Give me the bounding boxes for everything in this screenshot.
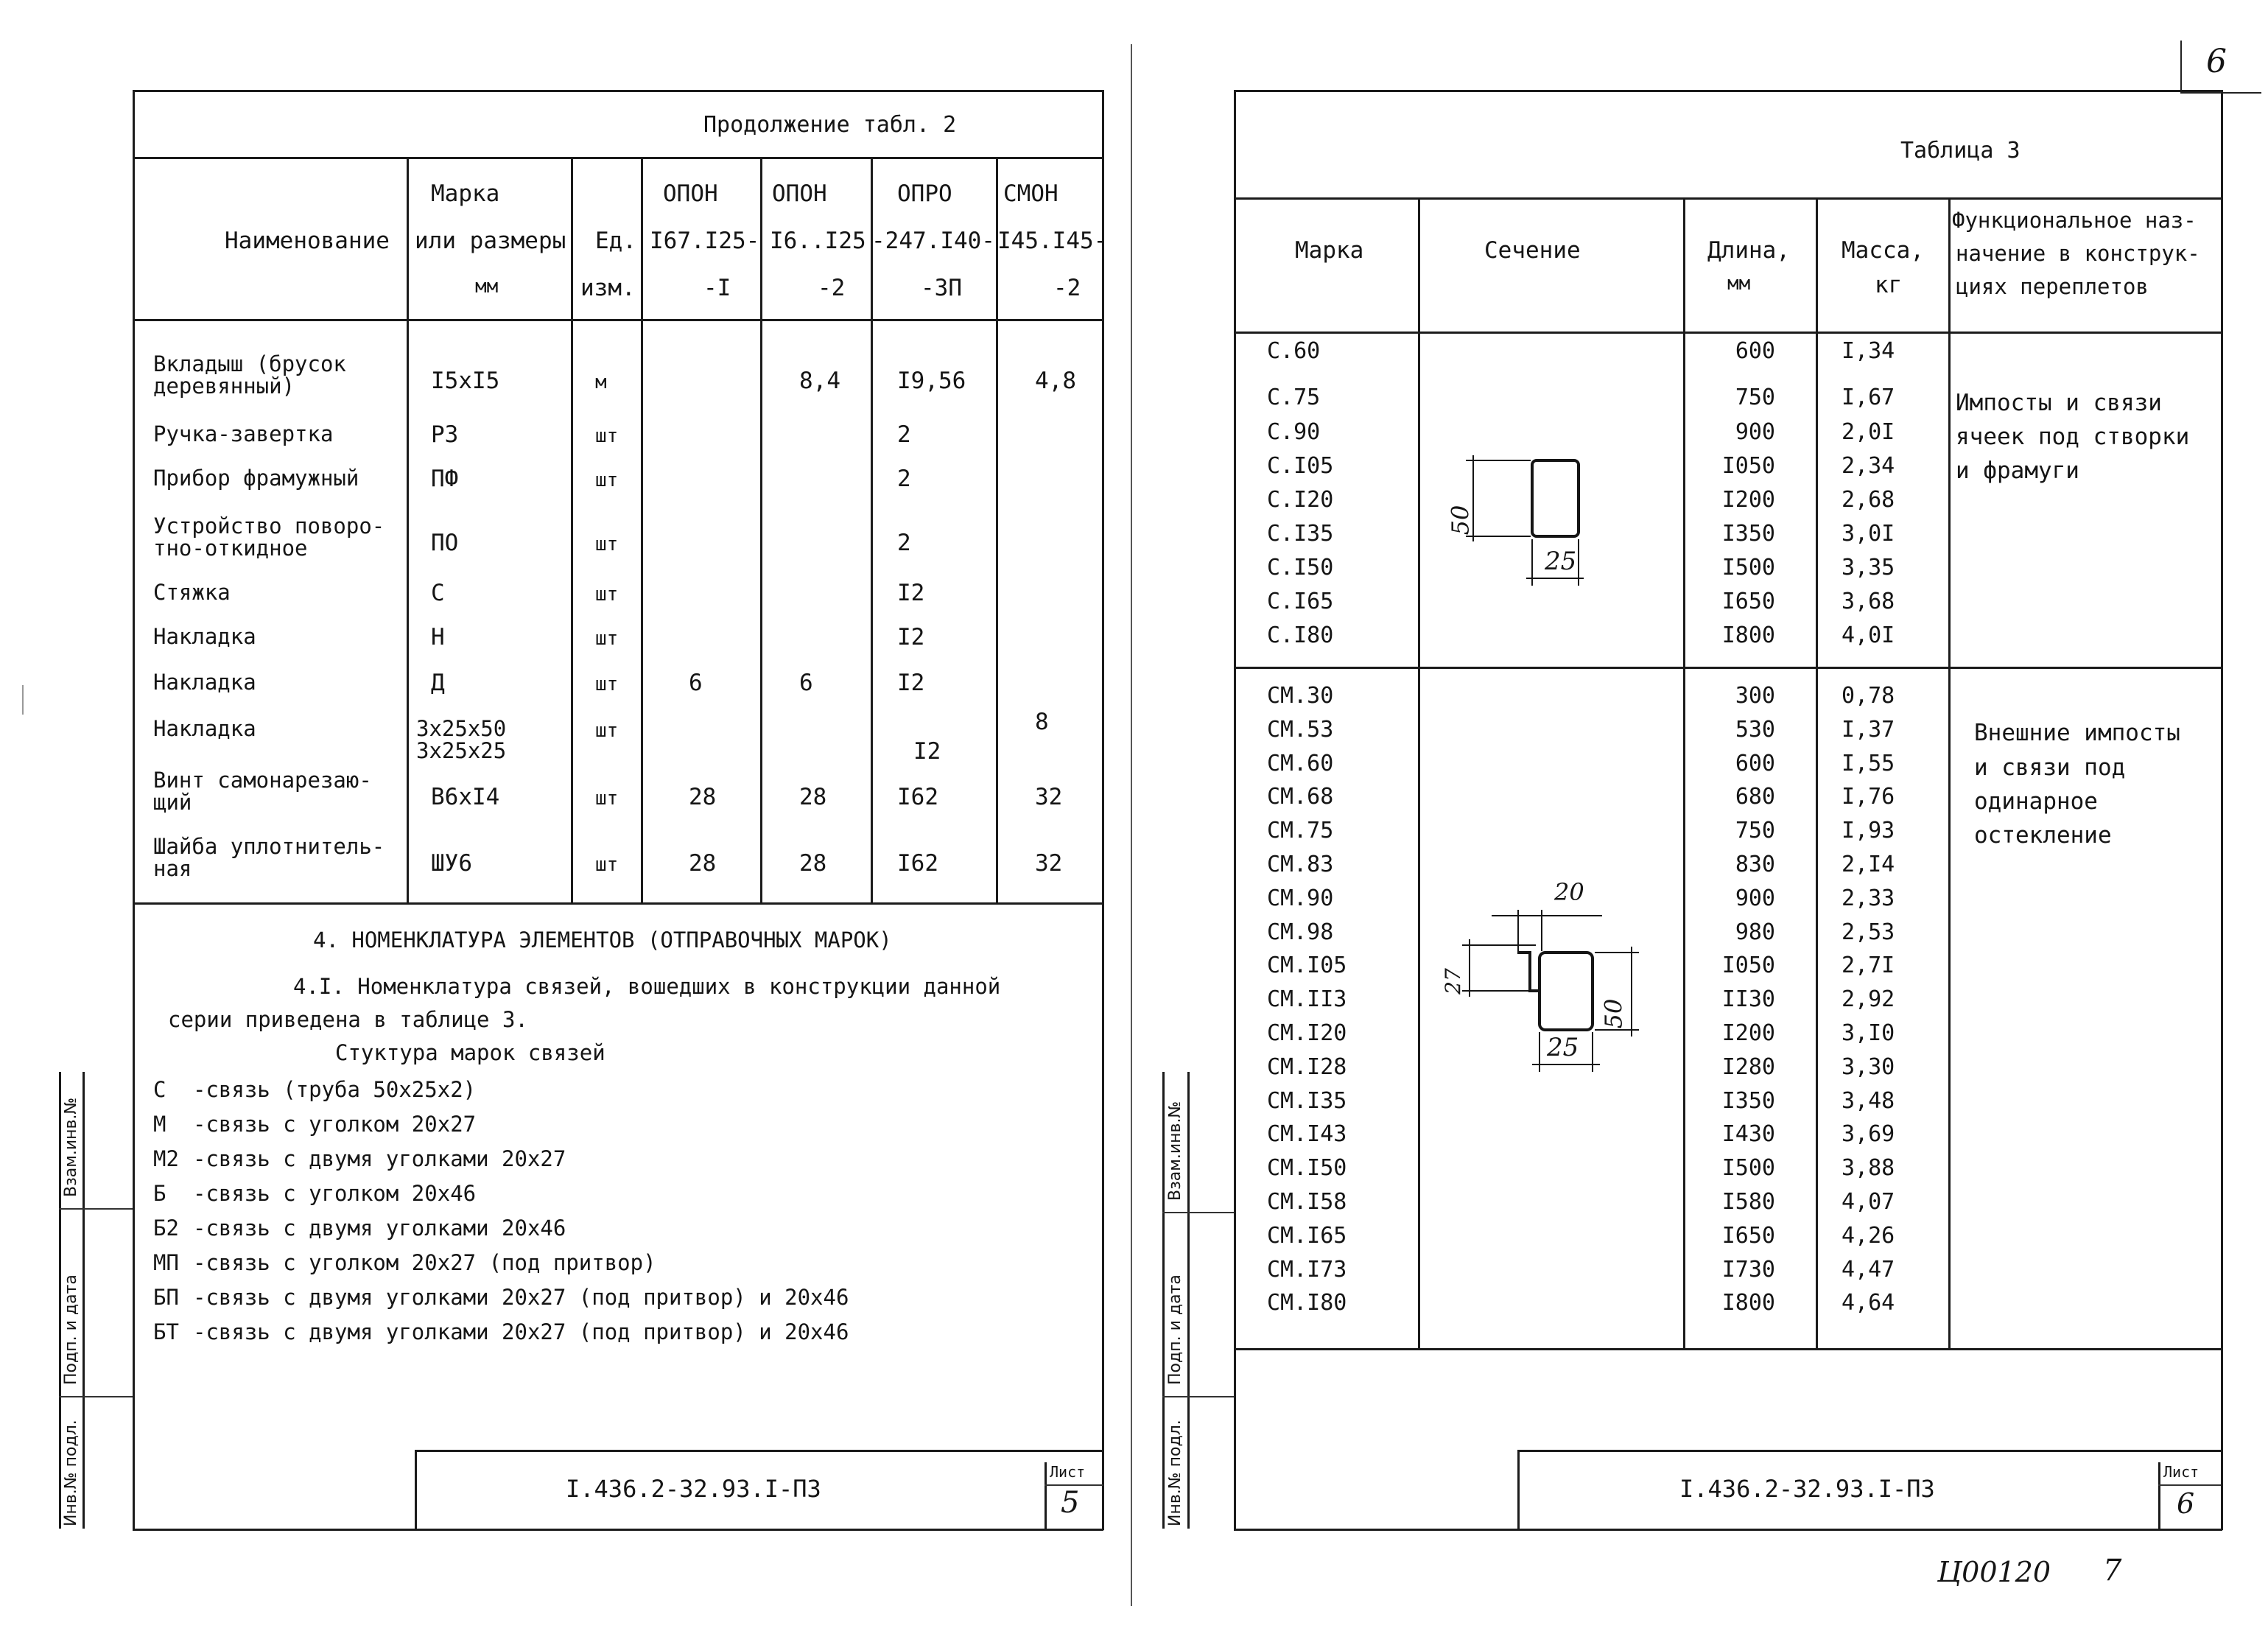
left-header-bottom-line <box>133 319 1103 321</box>
row-col3: 2 <box>897 466 911 492</box>
table3-mark: СМ.I65 <box>1267 1222 1347 1249</box>
left-stamp-sep <box>59 1208 133 1210</box>
table3-mass: 4,0I <box>1842 622 1895 648</box>
left-col-sep <box>871 157 873 902</box>
table3-length: I430 <box>1721 1121 1775 1148</box>
table3-mark: С.I35 <box>1267 521 1334 547</box>
table3-mark: С.I65 <box>1267 589 1334 614</box>
row-mark: ПО <box>431 530 459 556</box>
page-fold-line <box>1131 44 1132 1606</box>
row-mark: 3x25x25 <box>416 738 507 763</box>
right-header-mark: Марка <box>1295 237 1364 264</box>
row-mark: В6xI4 <box>431 784 500 810</box>
right-col-sep <box>1418 197 1420 1348</box>
structure-code: М <box>153 1112 166 1137</box>
right-stamp-sep <box>1162 1396 1234 1397</box>
row-col1: 6 <box>689 670 703 696</box>
right-header-top-line <box>1234 197 2222 200</box>
row-mark: РЗ <box>431 421 459 448</box>
right-frame-bottom <box>1234 1529 2222 1531</box>
header-mark-line3: мм <box>475 276 499 298</box>
right-stamp-border <box>1187 1072 1190 1529</box>
structure-text: -связь с уголком 20x27 <box>193 1112 477 1137</box>
right-doc-code: I.436.2-32.93.I-ПЗ <box>1679 1475 1935 1503</box>
table3-mark: СМ.I80 <box>1267 1290 1347 1316</box>
row-col3: I2 <box>913 738 941 765</box>
table3-length: I800 <box>1721 622 1775 648</box>
left-header-top-line <box>133 157 1103 159</box>
table3-length: 680 <box>1735 784 1775 810</box>
right-col-sep <box>1683 197 1685 1348</box>
structure-text: -связь с двумя уголками 20x27 (под притвор) и 20x46 <box>193 1319 849 1344</box>
right-header-length-1: Длина, <box>1707 237 1790 264</box>
table3-mass: 2,68 <box>1842 487 1895 513</box>
table3-mark: СМ.I73 <box>1267 1256 1347 1283</box>
row-mark: I5xI5 <box>431 368 500 394</box>
table3-length: I050 <box>1721 453 1775 479</box>
section-title: 4. НОМЕНКЛАТУРА ЭЛЕМЕНТОВ (ОТПРАВОЧНЫХ МАРОК) <box>313 927 892 953</box>
row-name: Накладка <box>153 670 256 695</box>
group2-purpose-2: и связи под <box>1974 754 2126 781</box>
structure-code: Б2 <box>153 1216 179 1241</box>
tube-dim-width: 25 <box>1545 547 1577 576</box>
table3-mark: С.I20 <box>1267 487 1334 513</box>
table3-mass: 2,92 <box>1842 986 1895 1013</box>
table3-length: 600 <box>1735 750 1775 776</box>
scan-footer-code: Ц00120 <box>1937 1556 2051 1588</box>
table3-length: I200 <box>1721 487 1775 513</box>
row-unit: шт <box>595 854 619 876</box>
header-col1-line1: ОПОН <box>663 180 718 207</box>
row-unit: шт <box>595 469 619 491</box>
left-stamp-replace: Взам.инв.№ <box>62 1097 80 1197</box>
table3-mark: СМ.83 <box>1267 852 1334 877</box>
tube-dim-height: 50 <box>1446 505 1475 536</box>
structure-code: Б <box>153 1181 166 1206</box>
table3-length: I050 <box>1721 953 1775 979</box>
table3-length: I200 <box>1721 1020 1775 1046</box>
right-header-mass-2: кг <box>1875 272 1903 298</box>
structure-code: БП <box>153 1285 179 1310</box>
row-unit: шт <box>595 720 619 742</box>
left-titleblock-sheet-sep <box>1045 1462 1047 1529</box>
table3-mass: 2,I4 <box>1842 852 1895 877</box>
left-sheet-number: 5 <box>1061 1486 1080 1520</box>
table3-length: 900 <box>1735 419 1775 445</box>
group1-purpose-3: и фрамуги <box>1956 457 2079 484</box>
row-unit: шт <box>595 673 619 695</box>
row-mark: ШУ6 <box>431 850 472 877</box>
table3-length: 830 <box>1735 852 1775 877</box>
table3-mass: 4,64 <box>1842 1290 1895 1316</box>
table3-mark: С.75 <box>1267 385 1321 410</box>
scan-footer-page: 7 <box>2103 1554 2122 1588</box>
structure-text: -связь (труба 50x25x2) <box>193 1077 477 1102</box>
header-unit-line2: изм. <box>580 275 636 301</box>
group2-purpose-4: остекление <box>1974 822 2112 849</box>
row-col2: 8,4 <box>799 368 840 394</box>
table3-mark: СМ.90 <box>1267 885 1334 911</box>
right-col-sep <box>1816 197 1818 1348</box>
structure-code: С <box>153 1077 166 1102</box>
header-col4-line3: -2 <box>1053 275 1081 301</box>
table3-mass: 2,53 <box>1842 919 1895 945</box>
row-name: ная <box>153 856 192 881</box>
left-stamp-sep <box>59 1396 133 1397</box>
structure-text: -связь с уголком 20x46 <box>193 1181 477 1206</box>
table3-mark: С.I80 <box>1267 622 1334 648</box>
header-col2-line2: I6..I25 <box>770 228 866 254</box>
header-col4-line2: I45.I45- <box>997 228 1108 254</box>
table3-length: I800 <box>1721 1290 1775 1316</box>
left-col-sep <box>407 157 409 902</box>
right-header-purpose-2: начение в конструк- <box>1956 241 2200 266</box>
angle-dim-top: 20 <box>1554 878 1584 906</box>
table3-mark: СМ.II3 <box>1267 986 1347 1013</box>
table3-length: 530 <box>1735 716 1775 743</box>
table3-length: I280 <box>1721 1053 1775 1080</box>
table3-mark: СМ.98 <box>1267 919 1334 945</box>
left-stamp-border <box>82 1072 85 1529</box>
left-col-sep <box>641 157 643 902</box>
row-name: Вкладыш (брусок <box>153 351 346 376</box>
row-col1: 28 <box>689 850 717 877</box>
table3-length: I350 <box>1721 1087 1775 1114</box>
right-frame-left <box>1234 90 1236 1530</box>
right-col-sep <box>1948 197 1951 1348</box>
table3-length: I580 <box>1721 1189 1775 1215</box>
table3-mark: СМ.68 <box>1267 784 1334 810</box>
left-titleblock-left <box>415 1450 417 1529</box>
table3-length: II30 <box>1721 986 1775 1013</box>
table3-mark: СМ.53 <box>1267 716 1334 743</box>
table3-length: 600 <box>1735 338 1775 364</box>
left-stamp-inv: Инв.№ подл. <box>62 1420 80 1526</box>
row-name: Устройство поворо- <box>153 513 385 539</box>
right-header-section: Сечение <box>1484 237 1581 264</box>
right-header-mass-1: Масса, <box>1842 237 1924 264</box>
table3-mark: СМ.I28 <box>1267 1053 1347 1080</box>
table3-mass: I,37 <box>1842 716 1895 743</box>
angle-dim-height: 50 <box>1599 998 1628 1029</box>
left-stamp-sign: Подп. и дата <box>62 1274 80 1385</box>
section-para-line2: серии приведена в таблице 3. <box>168 1007 528 1032</box>
structure-code: М2 <box>153 1146 179 1171</box>
right-titleblock-sheet-sep <box>2158 1462 2160 1529</box>
continuation-title: Продолжение табл. 2 <box>703 112 957 138</box>
left-stamp-border <box>59 1072 61 1529</box>
row-col3: 2 <box>897 421 911 448</box>
right-titleblock-top <box>1517 1450 2222 1452</box>
right-stamp-border <box>1162 1072 1165 1529</box>
angle-dim-side: 27 <box>1440 968 1465 995</box>
row-unit: шт <box>595 533 619 555</box>
row-col3: 2 <box>897 530 911 556</box>
table3-mark: С.90 <box>1267 419 1321 445</box>
row-mark: С <box>431 580 445 606</box>
right-header-purpose-3: циях переплетов <box>1956 274 2149 299</box>
right-titleblock-sheet-line <box>2158 1484 2221 1486</box>
row-col2: 6 <box>799 670 813 696</box>
group2-purpose-3: одинарное <box>1974 788 2098 815</box>
table3-length: 750 <box>1735 818 1775 844</box>
structure-code: БТ <box>153 1319 179 1344</box>
row-unit: шт <box>595 628 619 650</box>
table3-mark: СМ.I58 <box>1267 1189 1347 1215</box>
table3-mass: 3,0I <box>1842 521 1895 547</box>
row-mark: 3x25x50 <box>416 716 507 741</box>
table3-mass: 3,48 <box>1842 1087 1895 1114</box>
table3-length: I730 <box>1721 1256 1775 1283</box>
right-group-sep <box>1234 667 2222 669</box>
row-name: Прибор фрамужный <box>153 466 359 491</box>
row-col2: 28 <box>799 850 827 877</box>
table3-mass: I,76 <box>1842 784 1895 810</box>
table3-mark: СМ.I35 <box>1267 1087 1347 1114</box>
left-frame-left <box>133 90 135 1530</box>
header-name: Наименование <box>225 228 390 254</box>
row-col3: I2 <box>897 580 925 606</box>
header-col1-line2: I67.I25- <box>650 228 760 254</box>
table3-mass: 3,88 <box>1842 1155 1895 1182</box>
table3-mass: 2,33 <box>1842 885 1895 911</box>
left-titleblock-top <box>415 1450 1103 1452</box>
table3-mark: С.I05 <box>1267 453 1334 479</box>
row-mark: Д <box>431 670 445 696</box>
header-unit-line1: Ед. <box>595 228 636 254</box>
right-frame-right <box>2221 90 2223 1530</box>
scan-edge-mark <box>22 685 24 715</box>
table3-mark: СМ.60 <box>1267 750 1334 776</box>
structure-text: -связь с уголком 20x27 (под притвор) <box>193 1250 656 1275</box>
table3-length: I500 <box>1721 1155 1775 1182</box>
row-name: Накладка <box>153 716 256 741</box>
table3-length: 900 <box>1735 885 1775 911</box>
header-col2-line3: -2 <box>818 275 846 301</box>
row-name: Винт самонарезаю- <box>153 768 372 793</box>
left-frame-right <box>1102 90 1104 1530</box>
table3-mark: СМ.I43 <box>1267 1121 1347 1148</box>
row-col2: 28 <box>799 784 827 810</box>
header-col3-line2: -247.I40- <box>871 228 995 254</box>
right-header-purpose-1: Функциональное наз- <box>1952 208 2197 233</box>
row-col3: I62 <box>897 784 938 810</box>
table3-mass: I,34 <box>1842 338 1895 364</box>
right-sheet-number: 6 <box>2177 1487 2195 1520</box>
left-frame-bottom <box>133 1529 1103 1531</box>
row-name: Шайба уплотнитель- <box>153 834 385 859</box>
structure-text: -связь с двумя уголками 20x27 <box>193 1146 566 1171</box>
row-name: Накладка <box>153 624 256 649</box>
header-col1-line3: -I <box>703 275 731 301</box>
left-col-sep <box>996 157 998 902</box>
structure-title: Стуктура марок связей <box>335 1040 605 1065</box>
left-doc-code: I.436.2-32.93.I-ПЗ <box>566 1475 821 1503</box>
table3-mark: СМ.30 <box>1267 683 1334 709</box>
left-frame-top <box>133 90 1103 92</box>
table-title: Таблица 3 <box>1900 138 2021 164</box>
table3-mass: I,93 <box>1842 818 1895 844</box>
left-col-sep <box>571 157 573 902</box>
row-unit: шт <box>595 583 619 606</box>
row-name: Ручка-завертка <box>153 421 334 446</box>
table3-mass: 3,30 <box>1842 1053 1895 1080</box>
table3-mark: С.60 <box>1267 338 1321 364</box>
left-sheet-label: Лист <box>1050 1463 1086 1481</box>
table3-mass: 3,69 <box>1842 1121 1895 1148</box>
left-col-sep <box>760 157 762 902</box>
table3-mass: 2,7I <box>1842 953 1895 979</box>
row-name: тно-откидное <box>153 536 308 561</box>
table3-length: I350 <box>1721 521 1775 547</box>
row-col3: I2 <box>897 670 925 696</box>
header-col2-line1: ОПОН <box>772 180 827 207</box>
row-col3: I2 <box>897 624 925 650</box>
row-col4: 8 <box>1035 709 1049 735</box>
table3-length: 980 <box>1735 919 1775 945</box>
angle-dim-width: 25 <box>1547 1033 1579 1062</box>
right-header-bottom-line <box>1234 332 2222 334</box>
right-stamp-replace: Взам.инв.№ <box>1166 1101 1184 1201</box>
structure-text: -связь с двумя уголками 20x46 <box>193 1216 566 1241</box>
section-para-line1: 4.I. Номенклатура связей, вошедших в конструкции данной <box>293 974 1001 999</box>
row-unit: шт <box>595 425 619 447</box>
table3-mass: I,55 <box>1842 750 1895 776</box>
header-col3-line1: ОПРО <box>897 180 952 207</box>
group2-purpose-1: Внешние импосты <box>1974 720 2180 746</box>
structure-text: -связь с двумя уголками 20x27 (под притвор) и 20x46 <box>193 1285 849 1310</box>
row-name: щий <box>153 790 192 815</box>
row-col1: 28 <box>689 784 717 810</box>
header-mark-line1: Марка <box>431 180 500 207</box>
row-name: Стяжка <box>153 580 231 605</box>
table3-length: 300 <box>1735 683 1775 709</box>
right-frame-top <box>1234 90 2222 92</box>
header-col3-line3: -3П <box>921 275 962 301</box>
right-titleblock-left <box>1517 1450 1520 1529</box>
group1-purpose-2: ячеек под створки <box>1956 424 2190 450</box>
row-mark: Н <box>431 624 445 650</box>
left-table-bottom-line <box>133 902 1103 905</box>
row-unit: м <box>595 371 607 393</box>
row-unit: шт <box>595 788 619 810</box>
table3-mass: 0,78 <box>1842 683 1895 709</box>
table3-mark: СМ.75 <box>1267 818 1334 844</box>
row-col4: 4,8 <box>1035 368 1076 394</box>
right-sheet-label: Лист <box>2163 1463 2199 1481</box>
row-col4: 32 <box>1035 784 1063 810</box>
right-header-length-2: мм <box>1727 273 1751 295</box>
table3-mass: 4,07 <box>1842 1189 1895 1215</box>
row-col4: 32 <box>1035 850 1063 877</box>
table3-mark: СМ.I50 <box>1267 1155 1347 1182</box>
table3-length: I650 <box>1721 589 1775 614</box>
row-col3: I9,56 <box>897 368 966 394</box>
sheet-number-box-border <box>2180 41 2182 92</box>
group1-purpose-1: Импосты и связи <box>1956 390 2162 416</box>
table3-mass: 3,I0 <box>1842 1020 1895 1046</box>
right-stamp-sign: Подп. и дата <box>1166 1274 1184 1385</box>
structure-code: МП <box>153 1250 179 1275</box>
table3-mass: 4,26 <box>1842 1222 1895 1249</box>
table3-mass: 4,47 <box>1842 1256 1895 1283</box>
header-col4-line1: СМОН <box>1003 180 1058 207</box>
right-stamp-sep <box>1162 1212 1234 1213</box>
table3-mass: 3,35 <box>1842 555 1895 581</box>
right-stamp-inv: Инв.№ подл. <box>1166 1420 1184 1526</box>
table3-mass: 2,0I <box>1842 419 1895 445</box>
table3-mass: 3,68 <box>1842 589 1895 614</box>
table3-mass: 2,34 <box>1842 453 1895 479</box>
table3-mark: СМ.I20 <box>1267 1020 1347 1046</box>
table3-length: I500 <box>1721 555 1775 581</box>
table3-mass: I,67 <box>1842 385 1895 410</box>
sheet-top-right-number: 6 <box>2206 43 2227 80</box>
row-mark: ПФ <box>431 466 459 492</box>
row-col3: I62 <box>897 850 938 877</box>
row-name: деревянный) <box>153 373 295 399</box>
right-table-bottom <box>1234 1348 2222 1350</box>
header-mark-line2: или размеры <box>415 228 566 254</box>
table3-length: I650 <box>1721 1222 1775 1249</box>
table3-length: 750 <box>1735 385 1775 410</box>
table3-mark: СМ.I05 <box>1267 953 1347 979</box>
table3-mark: С.I50 <box>1267 555 1334 581</box>
